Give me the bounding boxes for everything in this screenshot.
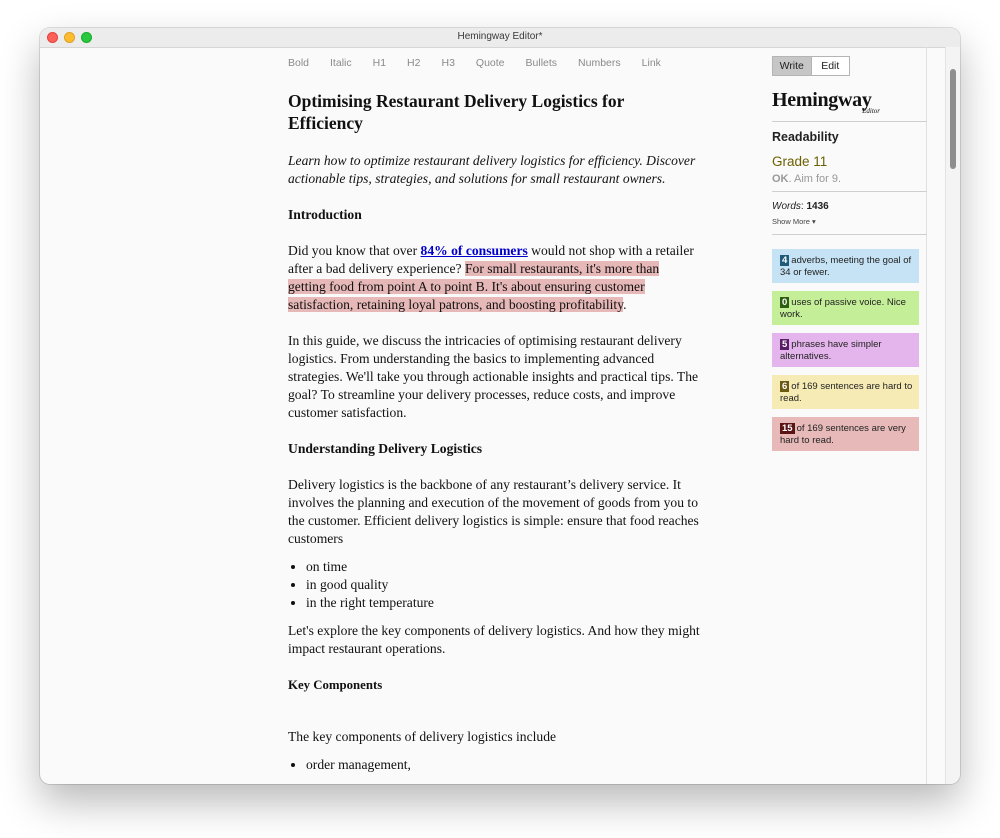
document-title: Optimising Restaurant Delivery Logistics for Efficiency [288,91,625,133]
intro-paragraph: Learn how to optimize restaurant delivery logistics for efficiency. Discover actionable tips, strategies, and solutions for small restaurant owners. [288,153,696,186]
very-hard-sentences-text: of 169 sentences are very hard to read. [780,423,906,446]
toolbar-italic[interactable]: Italic [330,57,352,69]
show-more-toggle[interactable] [772,217,927,226]
word-count-label: Words [772,201,801,212]
title-bar [40,28,960,48]
grade-ok-label: OK [772,173,789,185]
bullet-list-2 [288,756,700,774]
toolbar-quote[interactable]: Quote [475,57,505,69]
grade-level: Grade 11 [772,154,828,169]
very-hard-sentence-highlight: For small restaurants, it's more than getting food from point A to point B. It's about ensuring customer satisfaction, retaining loyal patrons, and boosting profitability [288,261,660,312]
scrollbar-track[interactable] [945,47,960,784]
word-count-value: 1436 [806,201,829,212]
divider [772,234,927,235]
simpler-phrases-count: 5 [782,339,788,350]
paragraph-1-text-b: would not shop with a retailer after a bad delivery experience? [288,243,694,276]
hard-sentences-card [772,375,919,409]
toolbar-h2[interactable]: H2 [407,57,421,69]
passive-voice-count: 0 [782,297,788,308]
format-toolbar [288,57,682,69]
heading-understanding: Understanding Delivery Logistics [288,441,483,456]
adverbs-text: adverbs, meeting the goal of 34 or fewer. [780,255,912,278]
toolbar-numbers[interactable]: Numbers [578,57,621,69]
toolbar-bold[interactable]: Bold [288,57,310,69]
consumers-link[interactable]: 84% of consumers [420,243,528,258]
paragraph-1 [288,242,700,314]
passive-voice-text: uses of passive voice. Nice work. [780,297,906,320]
grade-aim-text: . Aim for 9. [788,173,842,185]
grade-aim [772,173,927,185]
paragraph-4: Let's explore the key components of delivery logistics. And how they might impact restaurant operations. [288,623,700,656]
logo-subtitle: Editor [862,107,880,115]
very-hard-sentences-count: 15 [782,423,793,434]
paragraph-5: The key components of delivery logistics include [288,729,557,744]
very-hard-sentences-card [772,417,919,451]
sidebar [772,56,927,459]
hard-sentences-count: 6 [782,381,788,392]
write-mode-button[interactable]: Write [773,57,812,75]
edit-mode-button[interactable]: Edit [812,57,850,75]
list-item: • in the right temperature [306,594,700,612]
simpler-phrases-card [772,333,919,367]
window-title: Hemingway Editor* [457,31,543,42]
paragraph-3: Delivery logistics is the backbone of any restaurant’s delivery service. It involves the planning and execution of the movement of goods from you to the customer. Efficient delivery logistics is simple: ensure that food reaches customers [288,477,699,546]
heading-introduction: Introduction [288,207,362,222]
adverbs-count: 4 [782,255,788,266]
word-count: Words: 1436 [772,201,829,212]
hard-sentences-text: of 169 sentences are hard to read. [780,381,913,404]
list-item: • on time [306,558,700,576]
toolbar-bullets[interactable]: Bullets [525,57,558,69]
logo: Hemingway [772,89,872,111]
editor-text-area[interactable] [288,90,700,784]
caret-down-icon: ▾ [812,217,816,226]
adverbs-card [772,249,919,283]
toolbar-link[interactable]: Link [641,57,661,69]
app-window [40,28,960,784]
heading-key-components: Key Components [288,678,383,692]
list-item: • in good quality [306,576,700,594]
list-item: • order management, [306,756,700,774]
readability-heading: Readability [772,130,839,144]
simpler-phrases-text: phrases have simpler alternatives. [780,339,882,362]
mode-toggle [772,56,850,76]
passive-voice-card [772,291,919,325]
bullet-list-1 [288,558,700,612]
paragraph-1-text-a: Did you know that over [288,243,421,258]
paragraph-1-end: . [623,297,627,312]
scrollbar-thumb[interactable] [950,69,956,169]
toolbar-h3[interactable]: H3 [441,57,455,69]
paragraph-2: In this guide, we discuss the intricacies of optimising restaurant delivery logistics. From understanding the basics to implementing advanced strategies. We'll take you through actionable insights and practical tips. The goal? To streamline your delivery processes, reduce costs, and improve customer satisfaction. [288,333,699,420]
divider [772,191,927,192]
toolbar-h1[interactable]: H1 [372,57,387,69]
divider [772,121,927,122]
show-more-label: Show More [772,217,810,226]
